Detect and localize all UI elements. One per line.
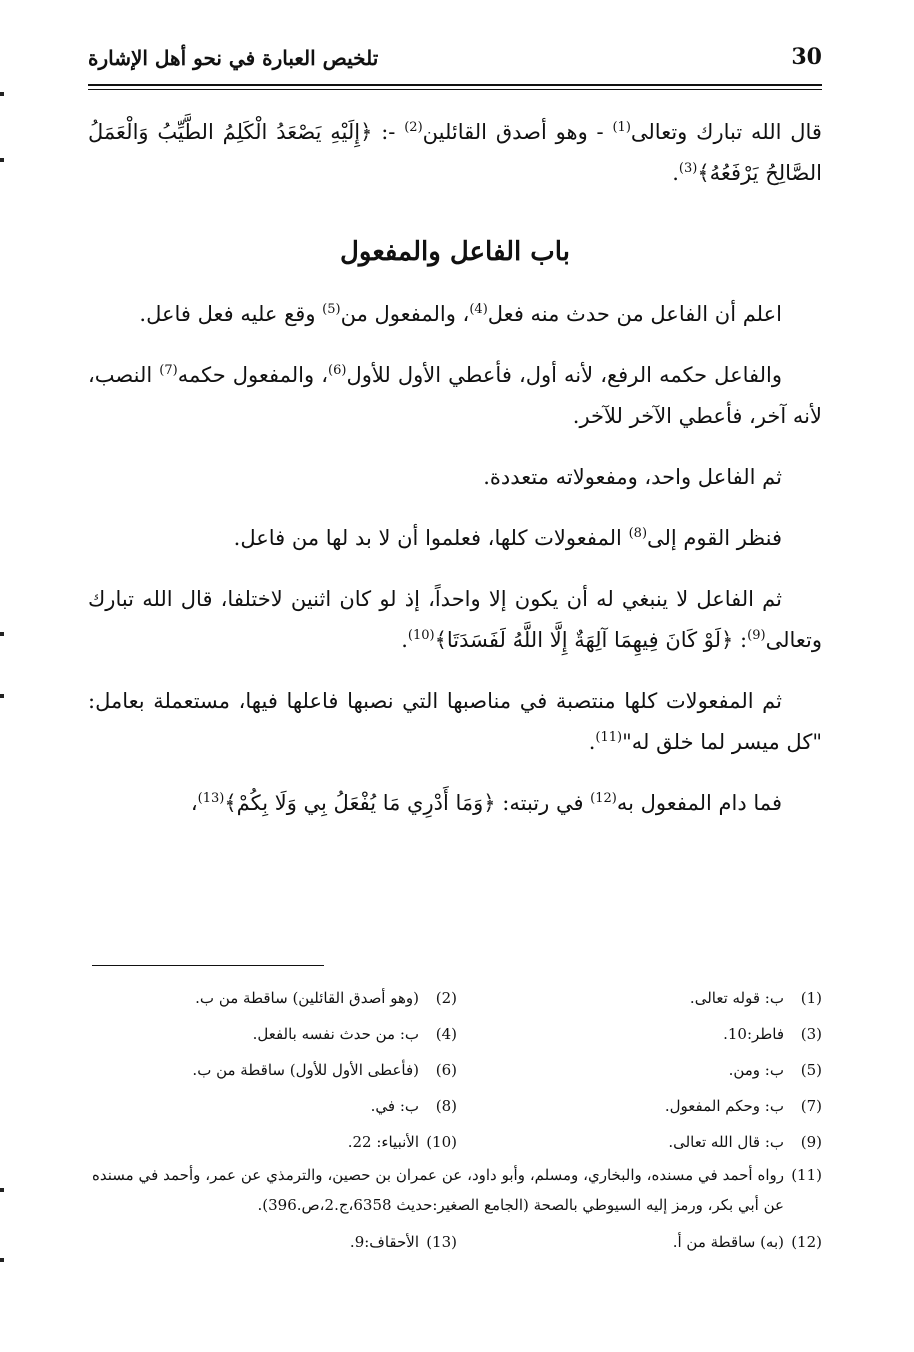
paragraph-6 xyxy=(88,681,822,763)
text-run: فما دام المفعول به xyxy=(616,791,782,815)
text-run: : xyxy=(733,628,748,652)
text-run: . xyxy=(588,730,596,754)
footnote-ref: (1) xyxy=(612,120,631,135)
footnote: (5) ب: ومن. xyxy=(728,1061,822,1079)
header-rule xyxy=(88,84,822,86)
footnote: (8) ب: في. xyxy=(370,1097,457,1115)
text-run: فنظر القوم إلى xyxy=(647,526,782,550)
text-run: ، والمفعول من xyxy=(340,302,470,326)
footnote-ref: (5) xyxy=(322,302,341,317)
text-run: والفاعل حكمه الرفع، لأنه أول، فأعطي الأول للأول xyxy=(346,363,782,387)
header-rule-thin xyxy=(88,89,822,90)
text-run: ثم الفاعل واحد، ومفعولاته متعددة. xyxy=(483,465,782,489)
paragraph-7 xyxy=(88,783,822,824)
page-number: 30 xyxy=(791,44,822,70)
footnote: (13) الأحقاف:9. xyxy=(349,1233,457,1251)
text-run: وقع عليه فعل فاعل. xyxy=(139,302,323,326)
text-run: . xyxy=(401,628,408,652)
footnote: (12) (به) ساقطة من أ. xyxy=(672,1233,822,1251)
intro-paragraph xyxy=(88,112,822,194)
scan-mark xyxy=(0,1188,4,1192)
footnotes xyxy=(92,980,822,1260)
paragraph-3 xyxy=(88,457,822,498)
scan-mark xyxy=(0,158,4,162)
footnote-ref: (3) xyxy=(678,161,698,176)
footnote: (2) (وهو أصدق القائلين) ساقطة من ب. xyxy=(195,989,457,1007)
text-run: ، والمفعول حكمه xyxy=(177,363,329,387)
footnote-ref: (6) xyxy=(328,363,347,378)
footnote-ref: (4) xyxy=(469,302,488,317)
footnote: (1) ب: قوله تعالى. xyxy=(689,989,822,1007)
scan-mark xyxy=(0,1258,4,1262)
footnote-ref: (12) xyxy=(590,791,617,806)
footnote-ref: (7) xyxy=(159,363,178,378)
text-run: ثم المفعولات كلها منتصبة في مناصبها التي نصبها فاعلها فيها، مستعملة بعامل: "كل ميسر لما خلق له" xyxy=(88,689,822,754)
section-heading: باب الفاعل والمفعول xyxy=(340,237,570,267)
paragraph-1 xyxy=(88,294,822,335)
footnote: (4) ب: من حدث نفسه بالفعل. xyxy=(252,1025,457,1043)
page-header xyxy=(88,42,822,78)
scan-mark xyxy=(0,694,4,698)
footnote-ref: (13) xyxy=(197,791,225,806)
quran-verse: ﴿لَوْ كَانَ فِيهِمَا آلِهَةٌ إِلَّا اللَّهُ لَفَسَدَتَا﴾ xyxy=(434,628,734,652)
footnote-ref: (10) xyxy=(407,628,435,643)
scan-mark xyxy=(0,632,4,636)
text-run: اعلم أن الفاعل من حدث منه فعل xyxy=(487,302,782,326)
text-run: ، xyxy=(190,791,198,815)
quran-verse: ﴿وَمَا أَدْرِي مَا يُفْعَلُ بِي وَلَا بِكُمْ﴾ xyxy=(224,791,496,815)
footnote: (11) رواه أحمد في مسنده، والبخاري، ومسلم، وأبو داود، عن عمران بن حصين، والترمذي عن عمر، وأحمد في مسنده عن أبي بكر، ورمز إليه السيوطي بالصحة (الجامع الصغير:حديث 6358،ج.2،ص.396). xyxy=(92,1166,822,1214)
footnote: (9) ب: قال الله تعالى. xyxy=(668,1133,822,1151)
quran-verse: ﴿إِلَيْهِ يَصْعَدُ الْكَلِمُ الطَّيِّبُ وَالْعَمَلُ الصَّالِحُ يَرْفَعُهُ﴾ xyxy=(88,120,822,185)
text-run: النصب، لأنه آخر، فأعطي الآخر للآخر. xyxy=(88,363,822,428)
footnote-ref: (9) xyxy=(747,628,766,643)
text-run: في رتبته: xyxy=(495,791,591,815)
text-run: المفعولات كلها، فعلموا أن لا بد لها من فاعل. xyxy=(233,526,629,550)
main-text xyxy=(88,112,822,824)
footnote: (7) ب: وحكم المفعول. xyxy=(664,1097,822,1115)
text-run: ثم الفاعل لا ينبغي له أن يكون إلا واحداً، إذ لو كان اثنين لاختلفا، قال الله تبارك وتعالى xyxy=(88,587,822,652)
footnote: (3) فاطر:10. xyxy=(723,1025,822,1043)
footnote-ref: (8) xyxy=(628,526,648,541)
paragraph-4 xyxy=(88,518,822,559)
running-title: تلخيص العبارة في نحو أهل الإشارة xyxy=(88,46,379,70)
footnote-ref: (11) xyxy=(595,730,623,745)
footnote-ref: (2) xyxy=(404,120,423,135)
text-run: قال الله تبارك وتعالى xyxy=(630,120,822,144)
text-run: . xyxy=(672,161,679,185)
paragraph-5 xyxy=(88,579,822,661)
scan-mark xyxy=(0,92,4,96)
text-run: - وهو أصدق القائلين xyxy=(422,120,613,144)
paragraph-2 xyxy=(88,355,822,437)
text-run: -: xyxy=(372,120,405,144)
footnote: (10) الأنبياء: 22. xyxy=(347,1133,457,1151)
footnote-separator xyxy=(92,965,324,966)
footnote: (6) (فأعطى الأول للأول) ساقطة من ب. xyxy=(192,1061,457,1079)
